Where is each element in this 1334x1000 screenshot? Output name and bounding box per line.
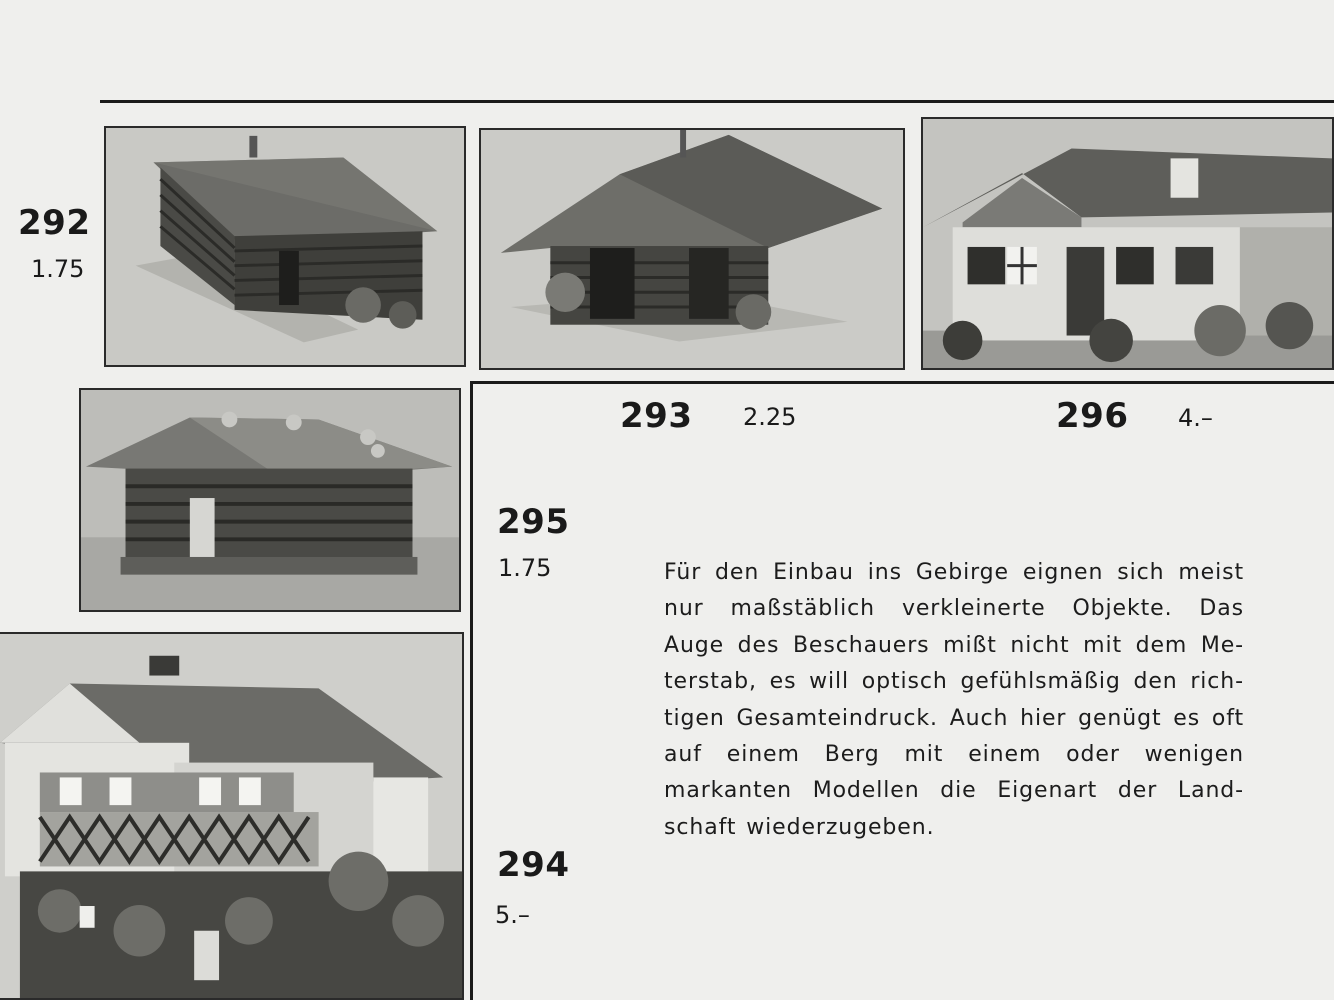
description-line: Auge des Beschauers mißt nicht mit dem Me-: [664, 632, 1244, 658]
description-line: auf einem Berg mit einem oder wenigen: [664, 742, 1244, 768]
item-293-number: 293: [620, 396, 693, 436]
photo-295-log-cabin: [79, 388, 461, 612]
description-line: markanten Modellen die Eigenart der Land-: [664, 778, 1244, 804]
photo-294-chalet-balcony: [0, 632, 464, 1000]
section-rule-vertical: [470, 381, 473, 1000]
photo-293-log-cabin: [479, 128, 905, 370]
item-295-price: 1.75: [498, 554, 552, 582]
description-line: schaft wiederzugeben.: [664, 814, 935, 840]
description-line: nur maßstäblich verkleinerte Objekte. Das: [664, 596, 1244, 622]
description-line: tigen Gesamteindruck. Auch hier genügt es oft: [664, 705, 1244, 731]
item-293-price: 2.25: [743, 403, 797, 431]
description-line: terstab, es will optisch gefühlsmäßig den rich-: [664, 669, 1244, 695]
photo-292-log-cabin: [104, 126, 466, 367]
top-rule: [100, 100, 1334, 103]
item-292-price: 1.75: [31, 255, 85, 283]
description-line: Für den Einbau ins Gebirge eignen sich meist: [664, 560, 1244, 585]
item-296-price: 4.–: [1178, 404, 1213, 432]
description-paragraph: [664, 555, 1244, 846]
item-292-number: 292: [18, 203, 91, 243]
photo-296-chalet: [921, 117, 1334, 370]
item-294-price: 5.–: [495, 901, 530, 929]
item-294-number: 294: [497, 845, 570, 885]
section-rule-horizontal: [470, 381, 1334, 384]
item-296-number: 296: [1056, 396, 1129, 436]
item-295-number: 295: [497, 502, 570, 542]
